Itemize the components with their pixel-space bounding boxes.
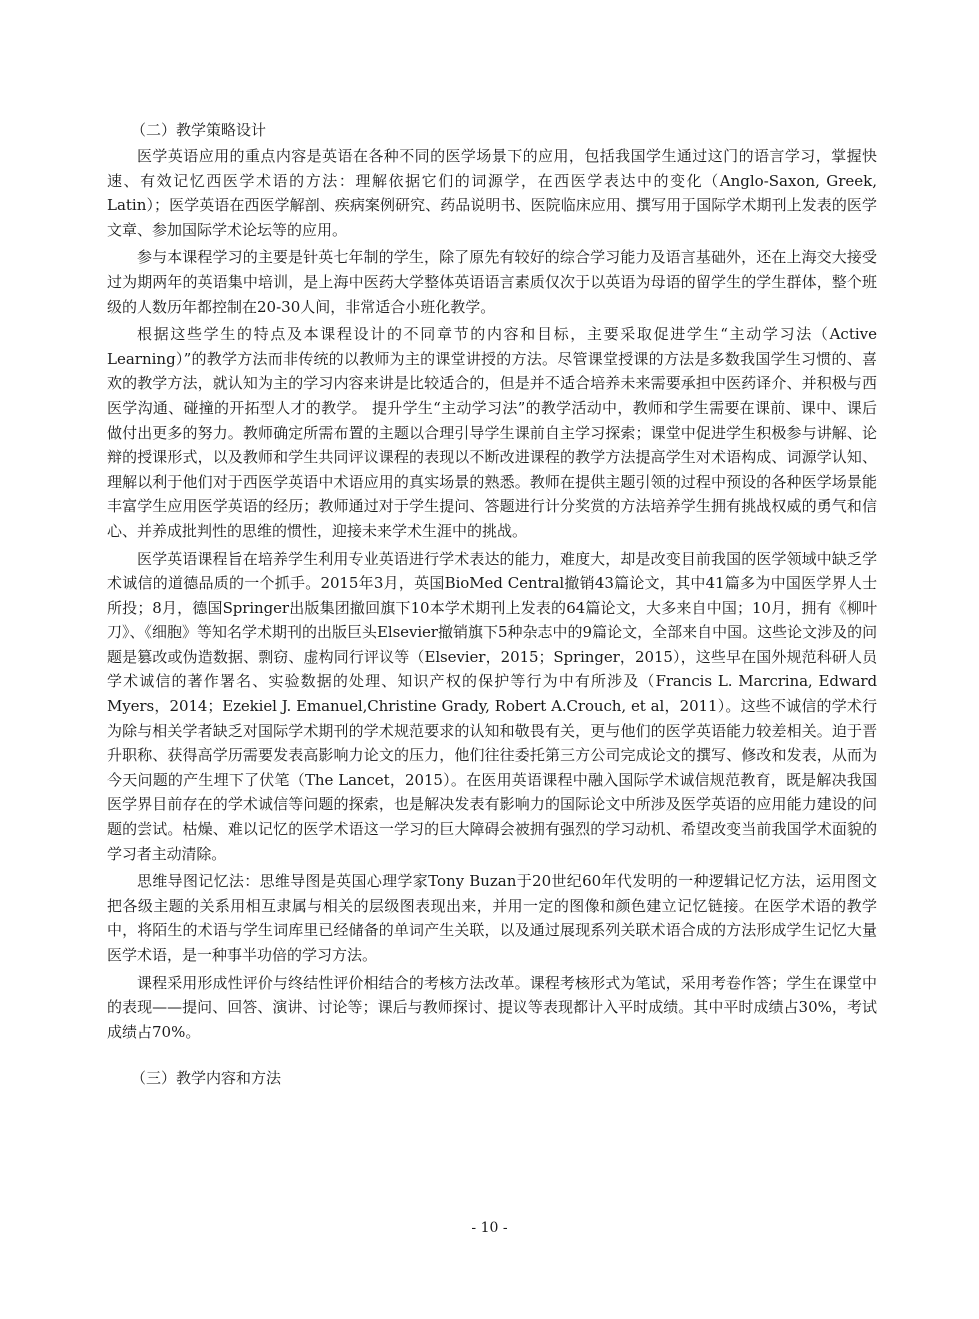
paragraph-academic-integrity: 医学英语课程旨在培养学生利用专业英语进行学术表达的能力，难度大，却是改变目前我国的医学领域中缺乏学术诚信的道德品质的一个抓手。2015年3月，英国BioMed Central撤销43篇论文，其中41篇多为中国医学界人士所投；8月，德国Springer出版集团撤回旗下10本学术期刊上发表的64篇论文，大多来自中国；10月，拥有《柳叶刀》、《细胞》等知名学术期刊的出版巨头Elsevier撤销旗下5种杂志中的9篇论文，全部来自中国。这些论文涉及的问题是篡改或伪造数据、剽窃、虚构同行评议等（Elsevier，2015；Springer，2015），这些早在国外规范科研人员学术诚信的著作署名、实验数据的处理、知识产权的保护等行为中有所涉及（Francis L. Marcrina, Edward Myers，2014；Ezekiel J. Emanuel,Christine Grady, Robert A.Crouch, et al，2011）。这些不诚信的学术行为除与相关学者缺乏对国际学术期刊的学术规范要求的认知和敬畏有关，更与他们的医学英语能力较差相关。迫于晋升职称、获得高学历需要发表高影响力论文的压力，他们往往委托第三方公司完成论文的撰写、修改和发表，从而为今天问题的产生埋下了伏笔（The Lancet，2015）。在医用英语课程中融入国际学术诚信规范教育，既是解决我国医学界目前存在的学术诚信等问题的探索，也是解决发表有影响力的国际论文中所涉及医学英语的应用能力建设的问题的尝试。枯燥、难以记忆的医学术语这一学习的巨大障碍会被拥有强烈的学习动机、希望改变当前我国学术面貌的学习者主动清除。 (107, 549, 877, 863)
paragraph-medical-english-focus: 医学英语应用的重点内容是英语在各种不同的医学场景下的应用，包括我国学生通过这门的语言学习，掌握快速、有效记忆西医学术语的方法：理解依据它们的词源学，在西医学表达中的变化（Anglo-Saxon, Greek, Latin）；医学英语在西医学解剖、疾病案例研究、药品说明书、医院临床应用、撰写用于国际学术期刊上发表的医学文章、参加国际学术论坛等的应用。 (107, 147, 877, 239)
paragraph-student-profile: 参与本课程学习的主要是针英七年制的学生，除了原先有较好的综合学习能力及语言基础外，还在上海交大接受过为期两年的英语集中培训，是上海中医药大学整体英语语言素质仅次于以英语为母语的留学生的学生群体，整个班级的人数历年都控制在20-30人间，非常适合小班化教学。 (107, 248, 877, 316)
section-heading-teaching-content: （三）教学内容和方法 (131, 1069, 282, 1088)
paragraph-active-learning: 根据这些学生的特点及本课程设计的不同章节的内容和目标，主要采取促进学生“主动学习法（Active Learning）”的教学方法而非传统的以教师为主的课堂讲授的方法。尽管课堂授课的方法是多数我国学生习惯的、喜欢的教学方法，就认知为主的学习内容来讲是比较适合的，但是并不适合培养未来需要承担中医药译介、并积极与西医学沟通、碰撞的开拓型人才的教学。 提升学生“主动学习法”的教学活动中，教师和学生需要在课前、课中、课后做付出更多的努力。教师确定所需布置的主题以合理引导学生课前自主学习探索；课堂中促进学生积极参与讲解、论辩的授课形式，以及教师和学生共同评议课程的表现以不断改进课程的教学方法提高学生对术语构成、词源学认知、理解以利于他们对于西医学英语中术语应用的真实场景的熟悉。教师在提供主题引领的过程中预设的各种医学场景能丰富学生应用医学英语的经历；教师通过对于学生提问、答题进行计分奖赏的方法培养学生拥有挑战权威的勇气和信心、并养成批判性的思维的惯性，迎接未来学术生涯中的挑战。 (107, 325, 877, 540)
document-page (107, 118, 877, 1092)
section-heading-teaching-strategy: （二）教学策略设计 (131, 121, 267, 139)
paragraph-mind-map-method: 思维导图记忆法：思维导图是英国心理学家Tony Buzan于20世纪60年代发明的一种逻辑记忆方法，运用图文把各级主题的关系用相互隶属与相关的层级图表现出来，并用一定的图像和颜色建立记忆链接。在医学术语的教学中，将陌生的术语与学生词库里已经储备的单词产生关联，以及通过展现系列关联术语合成的方法形成学生记忆大量医学术语，是一种事半功倍的学习方法。 (107, 872, 877, 964)
paragraph-assessment: 课程采用形成性评价与终结性评价相结合的考核方法改革。课程考核形式为笔试，采用考卷作答；学生在课堂中的表现——提问、回答、演讲、讨论等；课后与教师探讨、提议等表现都计入平时成绩。其中平时成绩占30%，考试成绩占70%。 (107, 973, 877, 1041)
page-number: - 10 - (471, 1220, 508, 1236)
